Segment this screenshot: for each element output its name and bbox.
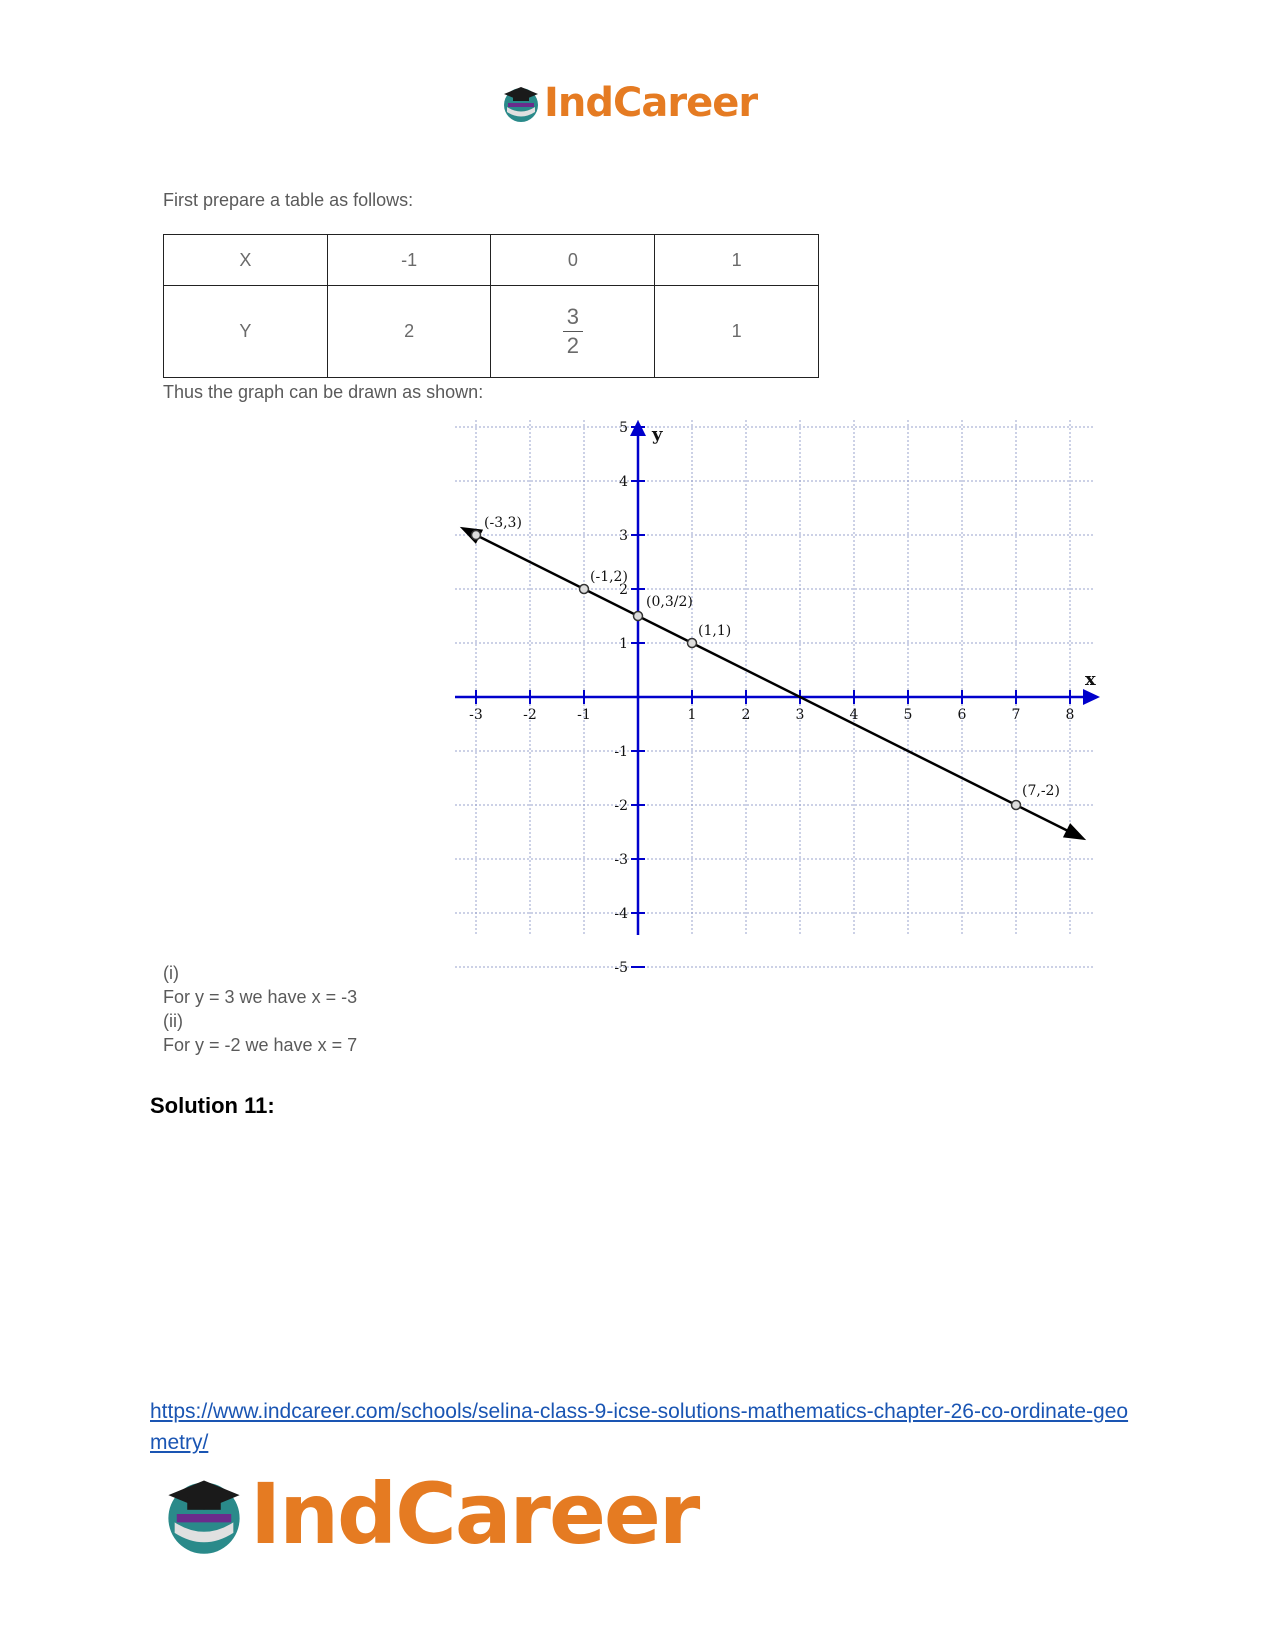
fraction xyxy=(563,305,583,358)
x-tick-label: 4 xyxy=(849,707,859,723)
x-tick-label: 6 xyxy=(957,707,967,723)
answers-block xyxy=(163,961,357,1057)
data-point-label: (7,-2) xyxy=(1022,783,1060,799)
data-point xyxy=(580,585,589,594)
y-tick-label: -5 xyxy=(614,960,628,976)
data-point xyxy=(634,612,643,621)
x-tick-label: 5 xyxy=(903,707,913,723)
values-table xyxy=(163,234,819,378)
y-tick-label: -2 xyxy=(614,798,628,814)
graph-caption: Thus the graph can be drawn as shown: xyxy=(163,382,484,402)
x-axis-arrow-icon xyxy=(1083,689,1100,705)
table-cell: 0 xyxy=(491,235,655,286)
table-row xyxy=(164,235,819,286)
x-tick-label: 2 xyxy=(741,707,751,723)
data-point xyxy=(1012,801,1021,810)
solution-heading: Solution 11: xyxy=(150,1093,275,1118)
data-point xyxy=(688,639,697,648)
data-point-label: (1,1) xyxy=(698,623,732,639)
x-tick-label: -3 xyxy=(469,707,483,723)
logo-text: IndCareer xyxy=(544,80,758,126)
graduation-cap-books-globe-icon xyxy=(500,82,542,124)
x-tick-label: 3 xyxy=(795,707,805,723)
fraction-numerator: 3 xyxy=(563,305,583,332)
answer-part1-label: (i) xyxy=(163,963,179,983)
table-cell: 1 xyxy=(655,286,819,378)
indcareer-logo-top xyxy=(500,78,757,128)
answer-part2-label: (ii) xyxy=(163,1011,183,1031)
source-link[interactable]: https://www.indcareer.com/schools/selina-class-9-icse-solutions-mathematics-chapter-26-co-ordinate-geometry/ xyxy=(150,1400,1129,1454)
y-tick-label: 1 xyxy=(619,636,628,652)
answer-part2-text: For y = -2 we have x = 7 xyxy=(163,1035,358,1055)
data-point-label: (-3,3) xyxy=(484,515,522,531)
data-point-label: (0,3/2) xyxy=(646,594,693,610)
x-tick-label: -1 xyxy=(577,707,591,723)
x-axis-label: x xyxy=(1085,669,1096,690)
x-tick-label: 7 xyxy=(1011,707,1021,723)
table-cell: -1 xyxy=(327,235,491,286)
table-header-x: X xyxy=(164,235,328,286)
data-point-label: (-1,2) xyxy=(590,569,628,585)
data-point xyxy=(472,531,481,540)
table-row xyxy=(164,286,819,378)
y-tick-label: 2 xyxy=(619,582,628,598)
logo-text: IndCareer xyxy=(250,1465,699,1563)
graduation-cap-books-globe-icon xyxy=(160,1470,248,1558)
answer-part1-text: For y = 3 we have x = -3 xyxy=(163,987,358,1007)
y-tick-label: -4 xyxy=(614,906,628,922)
graph-line xyxy=(468,531,1078,836)
y-tick-label: -3 xyxy=(614,852,628,868)
intro-text: First prepare a table as follows: xyxy=(163,190,414,210)
table-cell: 2 xyxy=(327,286,491,378)
table-header-y: Y xyxy=(164,286,328,378)
y-tick-label: -1 xyxy=(614,744,628,760)
x-tick-label: -2 xyxy=(523,707,537,723)
graph-line-arrow-right-icon xyxy=(1063,823,1086,840)
y-tick-label: 4 xyxy=(619,474,628,490)
table-cell-fraction xyxy=(491,286,655,378)
indcareer-logo-bottom xyxy=(160,1465,699,1563)
x-tick-label: 8 xyxy=(1065,707,1075,723)
x-tick-label: 1 xyxy=(687,707,697,723)
y-axis-label: y xyxy=(652,424,663,445)
y-tick-label: 3 xyxy=(619,528,628,544)
y-tick-label: 5 xyxy=(619,420,628,436)
fraction-denominator: 2 xyxy=(566,333,579,358)
coordinate-graph xyxy=(455,420,1105,976)
table-cell: 1 xyxy=(655,235,819,286)
